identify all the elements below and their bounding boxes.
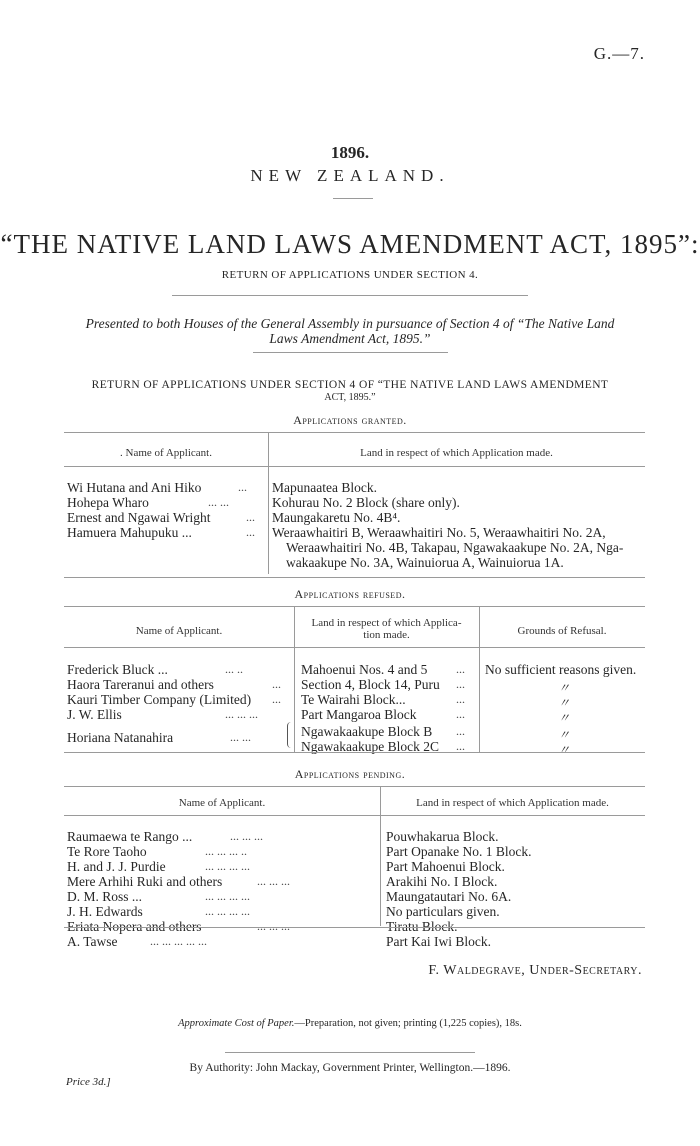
table-top-rule [64, 432, 645, 433]
pending-land: Arakihi No. I Block. [386, 874, 498, 889]
presented-line-1: Presented to both Houses of the General Assembly in pursuance of Section 4 of “The Native Land [85, 316, 615, 331]
granted-applicant: Hohepa Wharo [67, 495, 149, 510]
pending-land: Part Mahoenui Block. [386, 859, 505, 874]
authority: By Authority: John Mackay, Government Printer, Wellington.—1896. [189, 1062, 511, 1074]
pending-land: Maungatautari No. 6A. [386, 889, 512, 904]
divider [172, 295, 528, 296]
pending-land: No particulars given. [386, 904, 500, 919]
refused-leader-dots: ... [272, 692, 281, 706]
refused-col-land-1: Land in respect of which Applica- [311, 617, 462, 629]
pending-applicant: Mere Arhihi Ruki and others [67, 874, 223, 889]
table-top-rule [64, 606, 645, 607]
pending-col-land: Land in respect of which Application made. [416, 797, 609, 809]
refused-applicant: Haora Tareranui and others [67, 677, 214, 692]
refused-land-dots: ... [456, 739, 465, 753]
granted-land: Maungakaretu No. 4B⁴. [272, 510, 401, 525]
cost-label: Approximate Cost of Paper. [178, 1018, 295, 1029]
refused-grounds-ditto: 〃 [558, 711, 571, 725]
refused-leader-dots: ... [272, 677, 281, 691]
divider [333, 198, 373, 199]
header-rule [64, 815, 645, 816]
divider [225, 1052, 475, 1053]
return-heading-1: RETURN OF APPLICATIONS UNDER SECTION 4 OF “THE NATIVE LAND LAWS AMENDMENT [91, 379, 609, 391]
header-rule [64, 647, 645, 648]
refused-leader-dots: ... ... ... [225, 707, 258, 721]
refused-col-grounds: Grounds of Refusal. [517, 625, 607, 637]
granted-applicant: Ernest and Ngawai Wright [67, 510, 211, 525]
pending-applicant: J. H. Edwards [67, 904, 143, 919]
granted-leader-dots: ... ... [208, 495, 229, 509]
refused-applicant: J. W. Ellis [67, 707, 122, 722]
pending-land: Tiratu Block. [386, 919, 458, 934]
pending-land: Part Kai Iwi Block. [386, 934, 491, 949]
refused-col-applicant: Name of Applicant. [135, 625, 223, 637]
refused-land: Ngawakaakupe Block 2C [301, 739, 439, 754]
refused-land-dots: ... [456, 662, 465, 676]
granted-land: Kohurau No. 2 Block (share only). [272, 495, 460, 510]
header-rule [64, 466, 645, 467]
cost-line [0, 1018, 700, 1029]
pending-applicant: H. and J. J. Purdie [67, 859, 166, 874]
act-title: “THE NATIVE LAND LAWS AMENDMENT ACT, 1895”: [0, 229, 700, 259]
refused-grounds: No sufficient reasons given. [485, 662, 637, 677]
granted-col-applicant: . Name of Applicant. [120, 447, 212, 459]
refused-land-dots: ... [456, 724, 465, 738]
refused-col-land-2: tion made. [363, 629, 410, 641]
land-continuation-2: wakaakupe No. 3A, Wainuiorua A, Wainuiorua 1A. [286, 555, 564, 570]
refused-land: Te Wairahi Block... [301, 692, 406, 707]
pending-leader-dots: ... ... ... [230, 829, 263, 843]
pending-leader-dots: ... ... ... [257, 919, 290, 933]
table-bottom-rule [64, 752, 645, 753]
granted-title: Applications granted. [293, 413, 407, 427]
granted-applicant: Hamuera Mahupuku ... [67, 525, 192, 540]
return-heading-2: ACT, 1895.” [324, 392, 376, 403]
granted-col-land: Land in respect of which Application made. [360, 447, 553, 459]
pending-leader-dots: ... ... ... ... [205, 859, 250, 873]
brace [287, 722, 292, 748]
granted-land: Weraawhaitiri B, Weraawhaitiri No. 5, Weraawhaitiri No. 2A, [272, 525, 606, 540]
refused-applicant: Frederick Bluck ... [67, 662, 168, 677]
refused-land: Mahoenui Nos. 4 and 5 [301, 662, 428, 677]
pending-applicant: Eriata Nopera and others [67, 919, 202, 934]
pending-leader-dots: ... ... ... ... [205, 889, 250, 903]
table-top-rule [64, 786, 645, 787]
pending-applicant: D. M. Ross ... [67, 889, 143, 904]
pending-applicant: Te Rore Taoho [67, 844, 147, 859]
cost-text: —Preparation, not given; printing (1,225 copies), 18s. [294, 1018, 522, 1029]
pending-leader-dots: ... ... ... ... ... [150, 934, 207, 948]
refused-grounds-ditto: 〃 [558, 696, 571, 710]
granted-leader-dots: ... [246, 525, 255, 539]
granted-land: Mapunaatea Block. [272, 480, 377, 495]
pending-leader-dots: ... ... ... [257, 874, 290, 888]
refused-title: Applications refused. [294, 587, 406, 601]
refused-grounds-ditto: 〃 [558, 743, 571, 757]
pending-title: Applications pending. [294, 767, 406, 781]
refused-land-dots: ... [456, 707, 465, 721]
refused-land-dots: ... [456, 692, 465, 706]
land-continuation-1: Weraawhaitiri No. 4B, Takapau, Ngawakaakupe No. 2A, Nga- [286, 540, 624, 555]
refused-grounds-ditto: 〃 [558, 728, 571, 742]
pending-leader-dots: ... ... ... .. [205, 844, 247, 858]
table-bottom-rule [64, 927, 645, 928]
pending-applicant: A. Tawse [67, 934, 118, 949]
refused-land: Part Mangaroa Block [301, 707, 417, 722]
pending-col-applicant: Name of Applicant. [178, 797, 266, 809]
refused-applicant: Kauri Timber Company (Limited) [67, 692, 252, 707]
page-code: G.—7. [593, 44, 645, 63]
refused-grounds-ditto: 〃 [558, 681, 571, 695]
presented-line-2: Laws Amendment Act, 1895.” [269, 331, 431, 346]
divider [253, 352, 448, 353]
act-subtitle: RETURN OF APPLICATIONS UNDER SECTION 4. [221, 269, 479, 281]
pending-applicant: Raumaewa te Rango ... [67, 829, 193, 844]
year: 1896. [330, 143, 370, 162]
refused-land: Ngawakaakupe Block B [301, 724, 433, 739]
refused-land-dots: ... [456, 677, 465, 691]
granted-leader-dots: ... [246, 510, 255, 524]
refused-land: Section 4, Block 14, Puru [301, 677, 440, 692]
granted-applicant: Wi Hutana and Ani Hiko [67, 480, 202, 495]
price: Price 3d.] [66, 1076, 111, 1088]
pending-land: Pouwhakarua Block. [386, 829, 499, 844]
refused-applicant: Horiana Natanahira [67, 730, 174, 745]
granted-leader-dots: ... [238, 480, 247, 494]
refused-leader-dots: ... ... [230, 730, 251, 744]
pending-land: Part Opanake No. 1 Block. [386, 844, 532, 859]
country: NEW ZEALAND. [250, 166, 450, 185]
table-bottom-rule [64, 577, 645, 578]
refused-leader-dots: ... .. [225, 662, 243, 676]
pending-leader-dots: ... ... ... ... [205, 904, 250, 918]
signature: F. Waldegrave, Under-Secretary. [428, 963, 642, 978]
